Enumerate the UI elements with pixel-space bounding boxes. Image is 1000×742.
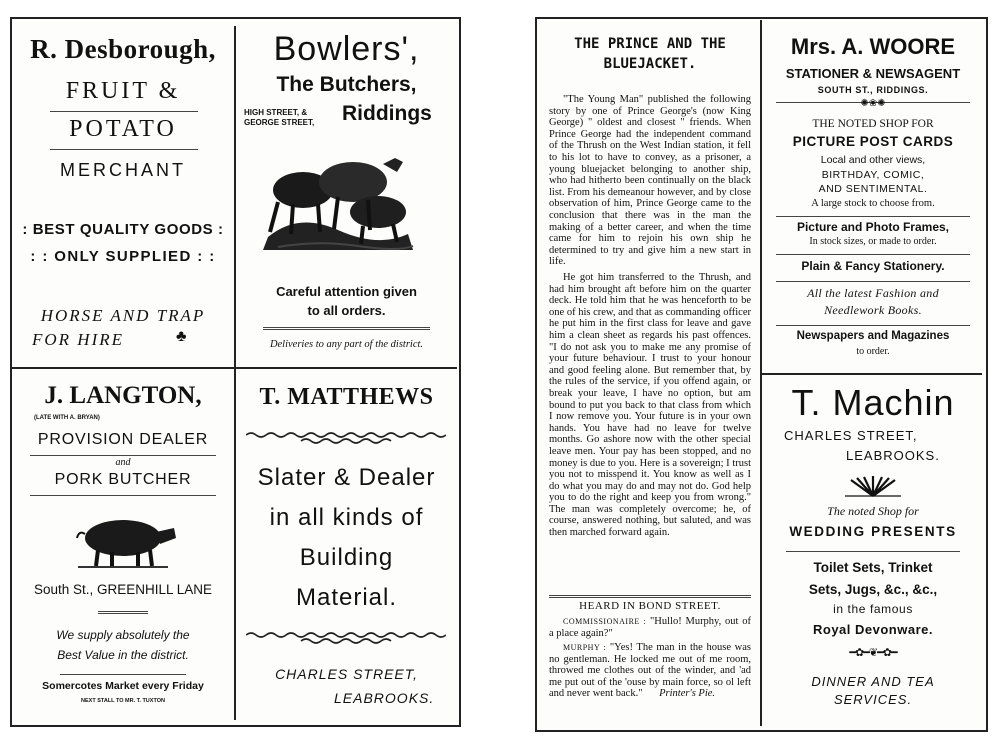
langton-late: (LATE WITH A. BRYAN) <box>34 415 100 421</box>
trefoil-ornament-icon: ♣ <box>176 328 187 345</box>
desborough-name: R. Desborough, <box>30 34 216 64</box>
desborough-fruit: FRUIT & <box>65 78 181 104</box>
langton-stall: NEXT STALL TO MR. T. TUXTON <box>81 698 165 704</box>
story-column <box>545 26 755 724</box>
langton-trade-1: PROVISION DEALER <box>37 431 209 448</box>
machin-wedding: WEDDING PRESENTS <box>789 524 957 539</box>
desborough-potato: POTATO <box>69 116 177 142</box>
pig-engraving-image <box>68 510 178 570</box>
commissionaire-line <box>549 616 751 639</box>
bowlers-name: Bowlers', <box>273 30 420 68</box>
woore-views: Local and other views, <box>820 154 926 166</box>
machin-advert <box>764 378 982 724</box>
story-source: Printer's Pie. <box>659 688 716 700</box>
desborough-advert <box>14 28 232 364</box>
wavy-rule-bottom-icon <box>246 630 446 644</box>
bowlers-advert <box>238 28 455 364</box>
woore-rule-3 <box>776 254 970 255</box>
machin-street: CHARLES STREET, <box>784 428 918 443</box>
machin-noted: The noted Shop for <box>827 504 919 518</box>
matthews-name: T. MATTHEWS <box>259 384 434 410</box>
machin-toilet-2: Sets, Jugs, &c., &c., <box>808 582 938 597</box>
machin-famous: in the famous <box>833 602 913 616</box>
matthews-line-3: Building <box>299 544 394 571</box>
bowlers-town: Riddings <box>342 102 432 125</box>
fan-ornament-icon <box>843 476 903 498</box>
commissionaire-label: COMMISSIONAIRE : <box>563 617 647 626</box>
langton-rule-3 <box>98 611 148 614</box>
vine-flourish-icon: ━✿━❦━✿━ <box>849 647 897 659</box>
desborough-rule-1 <box>50 111 198 112</box>
murphy-text: "Yes! The man in the house was no gentleman. He locked me out of me room, throwed me clothes out of the winder, and 'ad me put out of the 'ouse by main force, so ol left and never went back." <box>549 642 751 700</box>
wavy-rule-top-icon <box>246 430 446 444</box>
desborough-rule-2 <box>50 149 198 150</box>
bowlers-trade: The Butchers, <box>276 73 417 96</box>
woore-postcards: PICTURE POST CARDS <box>792 134 954 149</box>
story-paragraph-2: He got him transferred to the Thrush, and had him brought aft before him on the quarter deck. He told him that he was henceforth to be one of his crew, and that as commanding officer he put him in the first class for leave and gave him a clean sheet as regards his past offences. "I do not ask you to make me any promise of your future behaviour. I trust to your honour and good feeling alone. But remember that, by the rules of the service, if you offend again, or break your leave, I have no option, but am bound to put you back to that class from which I now remove you. Your future is in your own hands. You have had no leave for twelve months. Go ashore now with the other special leave men. Your pay has been stopped, and no money is due to you. Here is a sovereign; I trust you not to misspend it. You know as well as I do what you may do and may not do. God help you to do the right and keep you from wrong." The man was completely overcome; he, of course, answered nothing, but saluted, and was then marched forward again. <box>549 272 751 539</box>
langton-trade-2: PORK BUTCHER <box>54 471 192 488</box>
woore-advert <box>764 26 982 376</box>
machin-rule <box>786 551 960 552</box>
woore-rule-5 <box>776 325 970 326</box>
matthews-town: LEABROOKS. <box>334 690 435 706</box>
desborough-hire-2: FOR HIRE <box>32 330 125 349</box>
machin-dinner-1: DINNER AND TEA <box>811 674 935 689</box>
woore-rule-2 <box>776 216 970 217</box>
right-column-horizontal-divider <box>762 373 982 375</box>
woore-fashion-2: Needlework Books. <box>824 303 922 317</box>
left-page-vertical-divider <box>234 26 236 720</box>
desborough-hire-1: HORSE AND TRAP <box>40 306 206 325</box>
langton-rule-1 <box>30 455 216 456</box>
bowlers-attention-1: Careful attention given <box>276 284 417 299</box>
story-title-2: BLUEJACKET. <box>603 56 697 72</box>
woore-noted: THE NOTED SHOP FOR <box>812 118 934 130</box>
woore-address: SOUTH ST., RIDDINGS. <box>817 85 929 95</box>
woore-frames-sub: In stock sizes, or made to order. <box>809 236 937 247</box>
woore-frames: Picture and Photo Frames, <box>796 220 950 234</box>
desborough-merchant: MERCHANT <box>60 160 186 180</box>
woore-name: Mrs. A. WOORE <box>790 34 956 59</box>
bowlers-rule <box>263 327 430 330</box>
woore-sentimental: AND SENTIMENTAL. <box>818 183 928 195</box>
matthews-line-4: Material. <box>295 584 398 611</box>
cattle-engraving-image <box>258 142 418 252</box>
machin-toilet-1: Toilet Sets, Trinket <box>813 560 933 575</box>
langton-address: South St., GREENHILL LANE <box>33 582 213 597</box>
matthews-line-2: in all kinds of <box>269 504 424 531</box>
desborough-quality-1: : BEST QUALITY GOODS : <box>22 221 224 238</box>
matthews-line-1: Slater & Dealer <box>257 464 436 491</box>
woore-trade: STATIONER & NEWSAGENT <box>785 66 961 81</box>
desborough-quality-2: : : ONLY SUPPLIED : : <box>30 248 216 265</box>
langton-supply-1: We supply absolutely the <box>56 628 190 642</box>
story-title-1: THE PRINCE AND THE <box>574 36 726 52</box>
langton-and: and <box>115 457 131 468</box>
woore-stock: A large stock to choose from. <box>811 198 935 209</box>
commissionaire-text: "Hullo! Murphy, out of a place again?" <box>549 616 752 639</box>
woore-flourish-icon: ✺❀✺ <box>860 98 886 109</box>
woore-news: Newspapers and Magazines <box>796 330 950 342</box>
machin-ware: Royal Devonware. <box>813 622 933 637</box>
story-paragraph-1: "The Young Man" published the following story by one of Prince George's (now King George) " oldest and closest " friends. When Prince George had the independent command of the Thrush on the West Indian station, it fell to his lot to have to convey, as a prisoner, a young bluejacket belonging to another ship, who had hitherto been continually on the black list. From his demeanour however, and by close observation of him, Prince George came to the conclusion that there was in the man the making of a better career, and when the time came for him to rejoin his own ship he determined to try and give him a new start in life. <box>549 94 751 268</box>
bowlers-deliveries: Deliveries to any part of the district. <box>269 339 424 350</box>
langton-rule-2 <box>30 495 216 496</box>
woore-order: to order. <box>856 346 890 357</box>
matthews-street: CHARLES STREET, <box>275 666 418 682</box>
heard-title: HEARD IN BOND STREET. <box>579 600 721 612</box>
woore-rule-4 <box>776 281 970 282</box>
langton-rule-4 <box>60 674 186 675</box>
langton-name: J. LANGTON, <box>44 382 202 409</box>
woore-birthday: BIRTHDAY, COMIC, <box>821 169 925 181</box>
machin-town: LEABROOKS. <box>846 448 940 463</box>
woore-fashion-1: All the latest Fashion and <box>807 286 939 300</box>
story-rule <box>549 595 751 598</box>
langton-market: Somercotes Market every Friday <box>42 680 204 692</box>
bowlers-address-2: GEORGE STREET, <box>244 118 315 127</box>
left-page-horizontal-divider <box>12 367 457 369</box>
machin-name: T. Machin <box>791 382 955 423</box>
bowlers-attention-2: to all orders. <box>307 303 386 318</box>
machin-dinner-2: SERVICES. <box>833 692 913 707</box>
langton-advert <box>14 372 232 718</box>
murphy-label: MURPHY : <box>563 643 607 652</box>
bowlers-address-1: HIGH STREET, & <box>244 108 308 117</box>
matthews-advert <box>238 372 455 718</box>
woore-stationery: Plain & Fancy Stationery. <box>801 259 945 273</box>
murphy-line <box>549 642 751 700</box>
langton-supply-2: Best Value in the district. <box>57 648 189 662</box>
